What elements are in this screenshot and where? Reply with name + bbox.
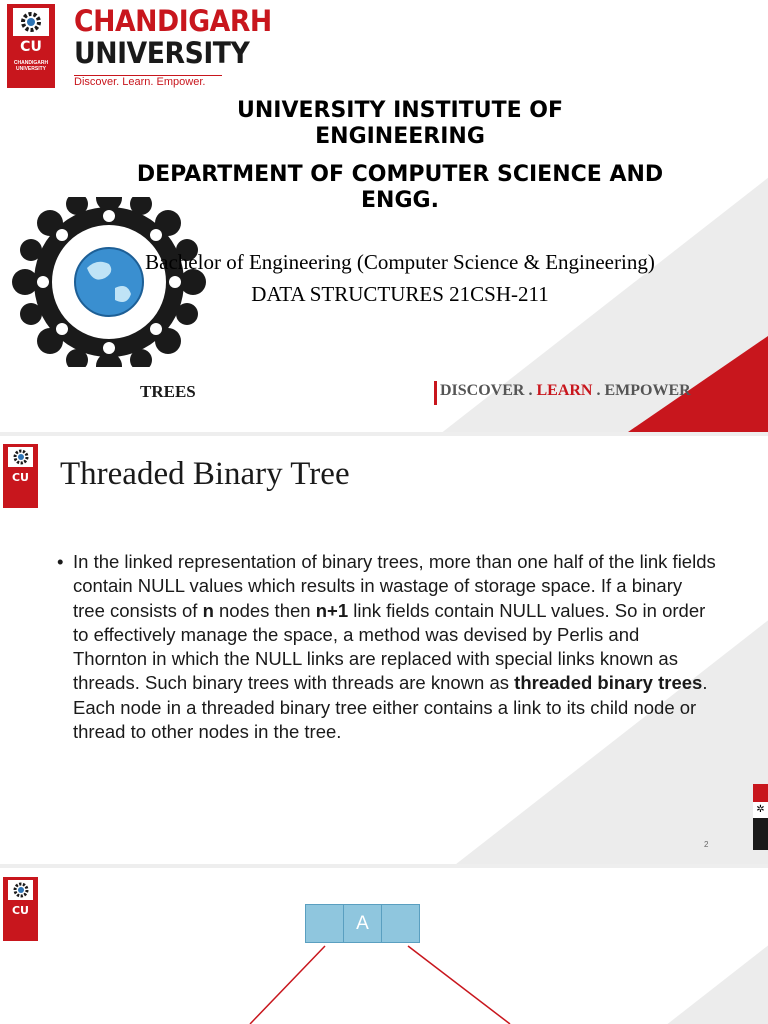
- badge-sub2: UNIVERSITY: [15, 66, 46, 72]
- badge-cu-text: CU: [11, 471, 29, 484]
- side-tab-gear-icon: ✲: [753, 802, 768, 818]
- bullet-bold-n: n: [202, 599, 214, 621]
- bullet-text-part: . Each node in a threaded binary tree either contains a link to its child node or thread to other nodes in the tree.: [73, 672, 708, 743]
- bullet-text-part: nodes then: [213, 599, 316, 621]
- gear-icon: [19, 10, 43, 34]
- right-child-arrow: [408, 946, 510, 1024]
- slide-title: Threaded Binary Tree: [60, 456, 350, 492]
- brand-name-line1: CHANDIGARH: [74, 4, 272, 38]
- brand-tagline: Discover. Learn. Empower.: [74, 76, 206, 88]
- course-name: DATA STRUCTURES 21CSH-211: [251, 282, 549, 306]
- badge-cu-text: CU: [11, 904, 29, 917]
- topic-label: TREES: [140, 382, 196, 401]
- page-number: 2: [704, 840, 709, 849]
- motto-learn: LEARN: [536, 382, 593, 399]
- motto: [440, 382, 691, 400]
- institute-heading: UNIVERSITY INSTITUTE OF ENGINEERING: [236, 98, 563, 149]
- badge-sub1: CHANDIGARH: [13, 60, 49, 66]
- program-name: Bachelor of Engineering (Computer Science & Engineering): [145, 250, 655, 274]
- title-slide: [0, 0, 768, 432]
- bullet-bold-n-plus-1: n+1: [315, 599, 349, 621]
- motto-discover: DISCOVER .: [440, 382, 537, 399]
- brand-name-line2: UNIVERSITY: [74, 36, 250, 70]
- motto-empower: . EMPOWER: [592, 382, 691, 399]
- side-tab-red: [753, 784, 768, 802]
- department-heading: DEPARTMENT OF COMPUTER SCIENCE AND ENGG.: [136, 162, 664, 213]
- bullet-text-part: In the linked representation of binary trees, more than one half of the link fields contain NULL values which results in wastage of storage space. If a binary tree consists of: [73, 551, 716, 621]
- tree-arrows: [0, 868, 768, 1024]
- side-tab-dark: [753, 818, 768, 850]
- bullet-paragraph: [57, 550, 717, 744]
- bullet-bold-term: threaded binary trees: [514, 672, 703, 694]
- bullet-dot: •: [57, 551, 64, 572]
- left-child-arrow: [250, 946, 325, 1024]
- content-slide: [0, 436, 768, 864]
- cu-logo-badge: [7, 4, 55, 88]
- gear-icon: [12, 448, 30, 466]
- bullet-text-part: link fields contain NULL values. So in order to effectively manage the space, a method was devised by Perlis and Thornton in which the NULL links are replaced with special links known as threads. Such binary trees with threads are known as: [73, 599, 706, 694]
- bullet-text: [73, 550, 717, 744]
- badge-cu-text: CU: [20, 39, 42, 55]
- node-data: A: [344, 904, 381, 943]
- motto-bar: [434, 381, 437, 405]
- diagram-slide: [0, 868, 768, 1024]
- cu-logo-badge: [3, 444, 38, 508]
